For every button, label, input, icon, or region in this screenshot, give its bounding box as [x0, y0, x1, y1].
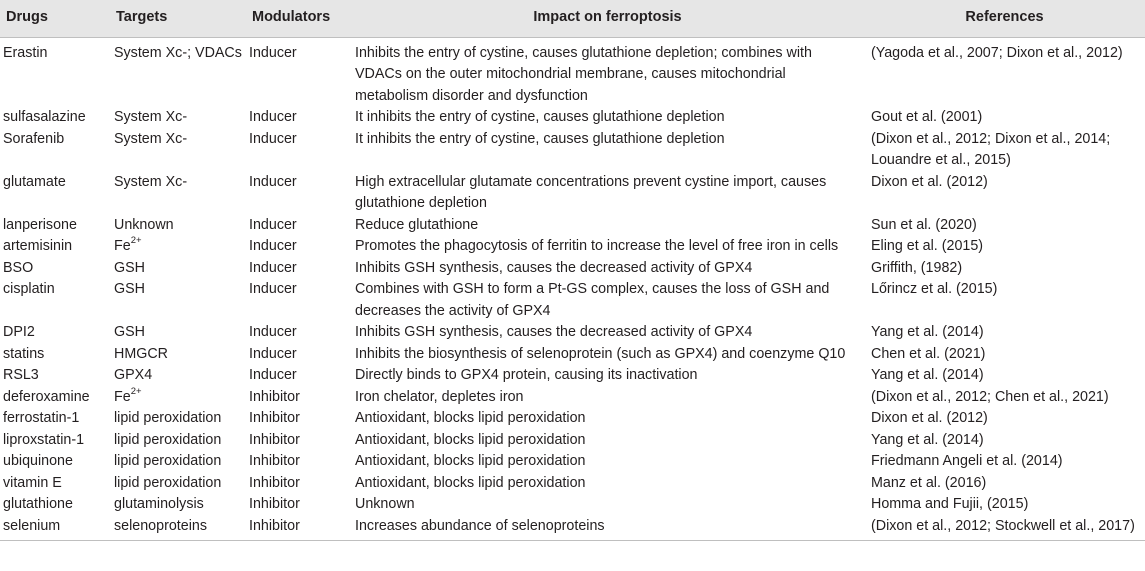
reference-cell-text: (Dixon et al., 2012; Stockwell et al., 2017)	[871, 517, 1135, 534]
modulator-cell-text: Inducer	[249, 281, 297, 297]
impact-cell-text: High extracellular glutamate concentrations prevent cystine import, causes glutathione depletion	[355, 173, 827, 211]
impact-cell-text: Increases abundance of selenoproteins	[355, 517, 605, 534]
reference-cell-text: Dixon et al. (2012)	[871, 410, 988, 426]
drug-cell	[0, 37, 110, 107]
modulator-cell-text: Inhibitor	[249, 474, 300, 491]
reference-cell-text: Dixon et al. (2012)	[871, 173, 988, 190]
table-row	[0, 365, 1145, 387]
impact-cell	[351, 473, 864, 495]
reference-cell	[864, 451, 1145, 473]
modulator-cell-text: Inhibitor	[249, 410, 300, 426]
modulator-cell	[246, 37, 351, 107]
modulator-cell-text: Inhibitor	[249, 496, 300, 512]
table-row	[0, 279, 1145, 322]
reference-cell-text: (Dixon et al., 2012; Chen et al., 2021)	[871, 388, 1109, 405]
modulator-cell-text: Inhibitor	[249, 517, 300, 534]
drug-cell-text: cisplatin	[3, 281, 55, 297]
impact-cell-text: Antioxidant, blocks lipid peroxidation	[355, 474, 586, 491]
table-row	[0, 236, 1145, 258]
drug-cell	[0, 516, 110, 541]
target-cell-text: lipid peroxidation	[114, 431, 222, 448]
target-superscript: 2+	[130, 385, 142, 397]
impact-cell-text: Inhibits GSH synthesis, causes the decreased activity of GPX4	[355, 259, 753, 276]
target-cell-text: lipid peroxidation	[114, 474, 222, 491]
impact-cell	[351, 430, 864, 452]
reference-cell-text: Sun et al. (2020)	[871, 216, 977, 233]
drug-cell-text: artemisinin	[3, 238, 73, 254]
target-cell-text: GSH	[114, 281, 145, 297]
table-row	[0, 258, 1145, 280]
target-cell	[110, 107, 246, 129]
modulator-cell-text: Inhibitor	[249, 431, 300, 448]
target-cell	[110, 172, 246, 215]
reference-cell-text: Chen et al. (2021)	[871, 345, 986, 362]
table-row	[0, 107, 1145, 129]
impact-cell	[351, 365, 864, 387]
impact-cell-text: It inhibits the entry of cystine, causes glutathione depletion	[355, 130, 725, 147]
modulator-cell	[246, 344, 351, 366]
target-superscript: 2+	[130, 235, 142, 247]
modulator-cell	[246, 494, 351, 516]
impact-cell-text: Antioxidant, blocks lipid peroxidation	[355, 410, 586, 426]
modulator-cell	[246, 129, 351, 172]
modulator-cell	[246, 430, 351, 452]
target-cell	[110, 516, 246, 541]
impact-cell	[351, 451, 864, 473]
modulator-cell-text: Inhibitor	[249, 388, 300, 405]
reference-cell	[864, 172, 1145, 215]
target-cell-text: GPX4	[114, 367, 153, 383]
table-row	[0, 408, 1145, 430]
modulator-cell-text: Inducer	[249, 238, 297, 254]
modulator-cell-text: Inducer	[249, 130, 297, 147]
target-cell	[110, 215, 246, 237]
reference-cell-text: Homma and Fujii, (2015)	[871, 496, 1029, 512]
target-cell	[110, 451, 246, 473]
drug-cell-text: Erastin	[3, 44, 48, 61]
table-row	[0, 172, 1145, 215]
target-cell	[110, 365, 246, 387]
drug-cell	[0, 258, 110, 280]
target-cell	[110, 258, 246, 280]
drug-cell	[0, 408, 110, 430]
modulator-cell	[246, 365, 351, 387]
drug-cell-text: RSL3	[3, 367, 39, 383]
impact-cell-text: Antioxidant, blocks lipid peroxidation	[355, 431, 586, 448]
target-cell-text: glutaminolysis	[114, 496, 204, 512]
target-cell-text: System Xc-	[114, 130, 188, 147]
target-cell-text: selenoproteins	[114, 517, 207, 534]
table-row	[0, 129, 1145, 172]
target-cell	[110, 279, 246, 322]
modulator-cell	[246, 172, 351, 215]
table-header	[0, 0, 1145, 37]
drug-cell-text: deferoxamine	[3, 388, 90, 405]
impact-cell-text: It inhibits the entry of cystine, causes glutathione depletion	[355, 109, 725, 125]
reference-cell	[864, 236, 1145, 258]
reference-cell	[864, 279, 1145, 322]
target-cell	[110, 494, 246, 516]
modulator-cell	[246, 451, 351, 473]
header-references: References	[864, 0, 1145, 37]
drug-cell-text: lanperisone	[3, 216, 77, 233]
drug-cell	[0, 473, 110, 495]
reference-cell-text: Manz et al. (2016)	[871, 474, 987, 491]
impact-cell-text: Inhibits the entry of cystine, causes glutathione depletion; combines with VDACs on the outer mitochondrial membrane, causes mitochondrial metabolism disorder and dysfunction	[355, 44, 812, 104]
drug-cell-text: glutamate	[3, 173, 66, 190]
drug-cell-text: statins	[3, 345, 45, 362]
drug-cell	[0, 279, 110, 322]
reference-cell-text: Gout et al. (2001)	[871, 109, 983, 125]
drug-cell	[0, 451, 110, 473]
drug-cell-text: ferrostatin-1	[3, 410, 80, 426]
impact-cell-text: Unknown	[355, 496, 415, 512]
reference-cell-text: (Yagoda et al., 2007; Dixon et al., 2012)	[871, 44, 1123, 61]
impact-cell	[351, 516, 864, 541]
drug-cell-text: selenium	[3, 517, 61, 534]
drug-cell-text: vitamin E	[3, 474, 62, 491]
reference-cell-text: Friedmann Angeli et al. (2014)	[871, 453, 1063, 469]
target-cell-text: lipid peroxidation	[114, 453, 222, 469]
modulator-cell-text: Inhibitor	[249, 453, 300, 469]
drug-cell-text: glutathione	[3, 496, 73, 512]
modulator-cell-text: Inducer	[249, 367, 297, 383]
reference-cell	[864, 387, 1145, 409]
drug-cell	[0, 430, 110, 452]
reference-cell	[864, 430, 1145, 452]
impact-cell-text: Promotes the phagocytosis of ferritin to increase the level of free iron in cells	[355, 238, 839, 254]
impact-cell	[351, 279, 864, 322]
reference-cell-text: Yang et al. (2014)	[871, 324, 984, 340]
modulator-cell	[246, 107, 351, 129]
modulator-cell	[246, 279, 351, 322]
target-cell-text: Fe	[114, 388, 131, 405]
target-cell-text: Fe	[114, 238, 131, 254]
drug-cell	[0, 129, 110, 172]
target-cell	[110, 387, 246, 409]
drug-cell-text: liproxstatin-1	[3, 431, 85, 448]
drug-cell	[0, 387, 110, 409]
modulator-cell-text: Inducer	[249, 345, 297, 362]
modulator-cell	[246, 215, 351, 237]
target-cell-text: System Xc-	[114, 109, 188, 125]
target-cell-text: Unknown	[114, 216, 174, 233]
header-row	[0, 0, 1145, 37]
reference-cell-text: Lőrincz et al. (2015)	[871, 281, 998, 297]
impact-cell	[351, 172, 864, 215]
table-row	[0, 430, 1145, 452]
target-cell-text: GSH	[114, 324, 145, 340]
reference-cell-text: Yang et al. (2014)	[871, 367, 984, 383]
impact-cell-text: Inhibits the biosynthesis of selenoprotein (such as GPX4) and coenzyme Q10	[355, 345, 846, 362]
modulator-cell-text: Inducer	[249, 44, 297, 61]
reference-cell	[864, 516, 1145, 541]
impact-cell-text: Reduce glutathione	[355, 216, 479, 233]
modulator-cell	[246, 473, 351, 495]
drug-cell-text: BSO	[3, 259, 34, 276]
modulator-cell	[246, 408, 351, 430]
reference-cell-text: Griffith, (1982)	[871, 259, 963, 276]
drug-cell	[0, 236, 110, 258]
table-row	[0, 387, 1145, 409]
drug-cell	[0, 344, 110, 366]
impact-cell	[351, 408, 864, 430]
target-cell	[110, 37, 246, 107]
impact-cell-text: Combines with GSH to form a Pt-GS complex, causes the loss of GSH and decreases the activity of GPX4	[355, 281, 830, 319]
drug-cell	[0, 172, 110, 215]
reference-cell	[864, 215, 1145, 237]
impact-cell	[351, 37, 864, 107]
modulator-cell	[246, 387, 351, 409]
target-cell	[110, 129, 246, 172]
reference-cell	[864, 107, 1145, 129]
header-impact: Impact on ferroptosis	[351, 0, 864, 37]
drug-cell	[0, 322, 110, 344]
reference-cell	[864, 408, 1145, 430]
drug-cell	[0, 365, 110, 387]
drug-cell-text: Sorafenib	[3, 130, 65, 147]
modulator-cell-text: Inducer	[249, 216, 297, 233]
target-cell-text: HMGCR	[114, 345, 169, 362]
table-row	[0, 322, 1145, 344]
drug-cell	[0, 494, 110, 516]
target-cell	[110, 430, 246, 452]
reference-cell-text: Eling et al. (2015)	[871, 238, 984, 254]
target-cell	[110, 344, 246, 366]
target-cell	[110, 236, 246, 258]
table-row	[0, 516, 1145, 541]
reference-cell	[864, 494, 1145, 516]
table-row	[0, 344, 1145, 366]
table-row	[0, 451, 1145, 473]
drug-cell	[0, 215, 110, 237]
reference-cell	[864, 37, 1145, 107]
impact-cell	[351, 258, 864, 280]
impact-cell-text: Directly binds to GPX4 protein, causing its inactivation	[355, 367, 698, 383]
modulator-cell	[246, 236, 351, 258]
impact-cell	[351, 387, 864, 409]
table-row	[0, 494, 1145, 516]
reference-cell-text: (Dixon et al., 2012; Dixon et al., 2014; Louandre et al., 2015)	[871, 130, 1111, 168]
impact-cell-text: Inhibits GSH synthesis, causes the decreased activity of GPX4	[355, 324, 753, 340]
impact-cell-text: Iron chelator, depletes iron	[355, 388, 524, 405]
impact-cell	[351, 494, 864, 516]
drug-cell-text: sulfasalazine	[3, 109, 86, 125]
header-drugs: Drugs	[0, 0, 110, 37]
reference-cell	[864, 129, 1145, 172]
target-cell	[110, 408, 246, 430]
target-cell-text: lipid peroxidation	[114, 410, 222, 426]
modulator-cell-text: Inducer	[249, 324, 297, 340]
reference-cell	[864, 473, 1145, 495]
target-cell-text: System Xc-	[114, 173, 188, 190]
target-cell	[110, 473, 246, 495]
reference-cell	[864, 322, 1145, 344]
drug-cell-text: DPI2	[3, 324, 35, 340]
modulator-cell-text: Inducer	[249, 173, 297, 190]
impact-cell	[351, 107, 864, 129]
reference-cell-text: Yang et al. (2014)	[871, 431, 984, 448]
reference-cell	[864, 344, 1145, 366]
impact-cell	[351, 129, 864, 172]
drug-cell	[0, 107, 110, 129]
target-cell-text: System Xc-; VDACs	[114, 44, 242, 61]
drug-cell-text: ubiquinone	[3, 453, 73, 469]
reference-cell	[864, 365, 1145, 387]
table-row	[0, 37, 1145, 107]
header-modulators: Modulators	[246, 0, 351, 37]
target-cell	[110, 322, 246, 344]
header-targets: Targets	[110, 0, 246, 37]
impact-cell	[351, 344, 864, 366]
modulator-cell-text: Inducer	[249, 259, 297, 276]
impact-cell-text: Antioxidant, blocks lipid peroxidation	[355, 453, 586, 469]
modulator-cell	[246, 516, 351, 541]
table-row	[0, 215, 1145, 237]
table-body	[0, 37, 1145, 541]
modulator-cell	[246, 322, 351, 344]
modulator-cell-text: Inducer	[249, 109, 297, 125]
table-row	[0, 473, 1145, 495]
impact-cell	[351, 236, 864, 258]
target-cell-text: GSH	[114, 259, 145, 276]
impact-cell	[351, 322, 864, 344]
reference-cell	[864, 258, 1145, 280]
modulator-cell	[246, 258, 351, 280]
impact-cell	[351, 215, 864, 237]
